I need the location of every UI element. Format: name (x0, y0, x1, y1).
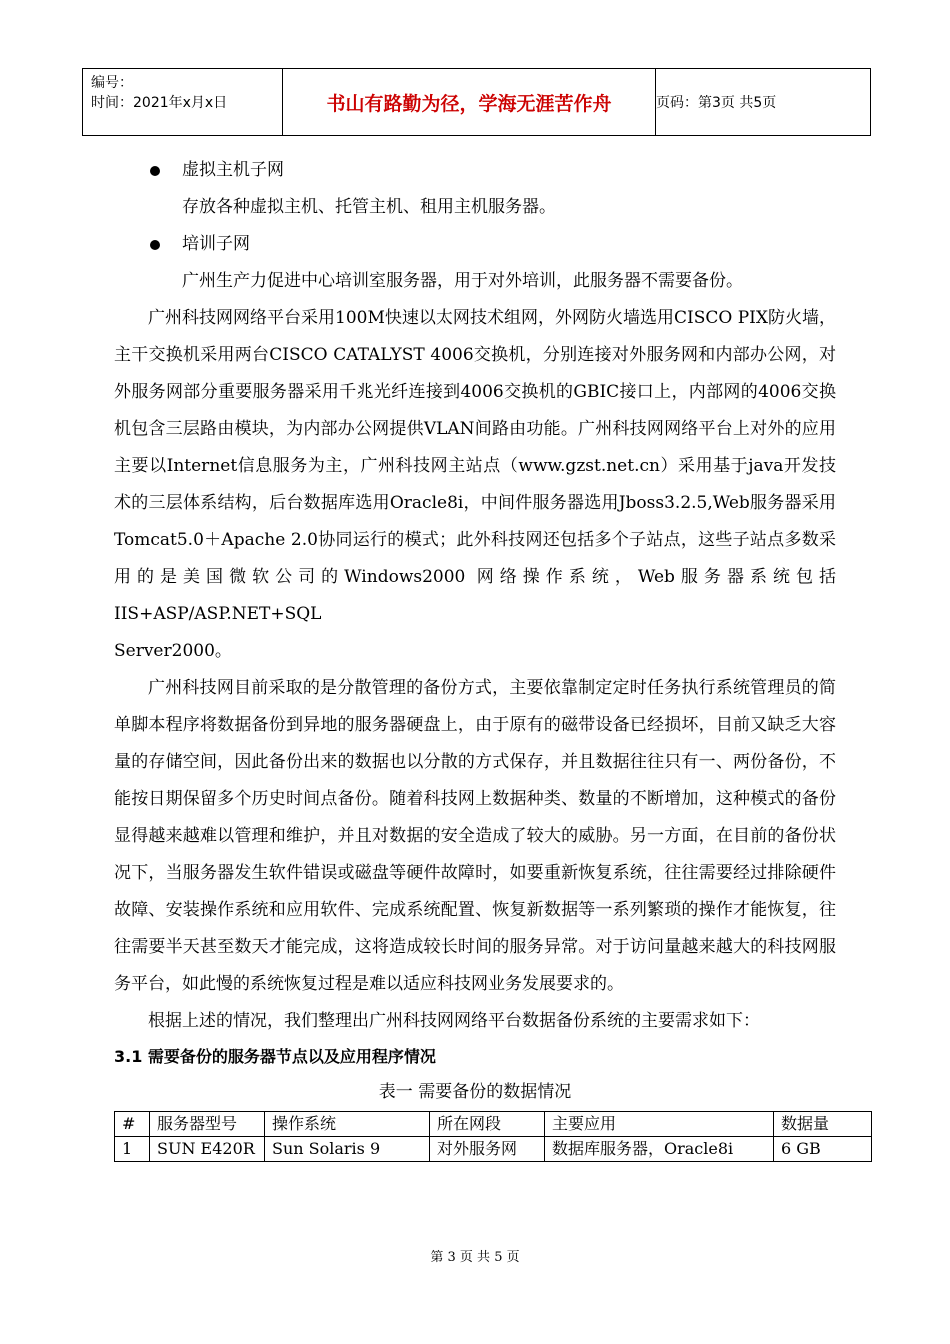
bullet-dot-icon (150, 240, 160, 250)
paragraph-network-platform-tail: Server2000。 (114, 641, 232, 661)
table-row (115, 1137, 872, 1162)
bullet-description: 存放各种虚拟主机、托管主机、租用主机服务器。 (182, 197, 556, 217)
bullet-title: 虚拟主机子网 (182, 160, 284, 180)
table-header-row (115, 1112, 872, 1137)
bullet-dot-icon (150, 166, 160, 176)
backup-data-table (114, 1111, 872, 1162)
table-caption: 表一 需要备份的数据情况 (378, 1082, 572, 1102)
table-cell: 对外服务网 (430, 1137, 545, 1162)
document-body (114, 152, 836, 1162)
table-header-cell: 服务器型号 (150, 1112, 265, 1137)
table-cell: 6 GB (774, 1137, 872, 1162)
table-header-cell: 所在网段 (430, 1112, 545, 1137)
page-footer: 第 3 页 共 5 页 (430, 1250, 520, 1265)
bullet-description: 广州生产力促进中心培训室服务器，用于对外培训，此服务器不需要备份。 (182, 271, 743, 291)
bullet-title: 培训子网 (182, 234, 250, 254)
header-motto: 书山有路勤为径，学海无涯苦作舟 (283, 69, 656, 136)
bullet-item (114, 226, 836, 263)
table-cell: SUN E420R (150, 1137, 265, 1162)
section-heading: 3.1 需要备份的服务器节点以及应用程序情况 (114, 1047, 436, 1066)
page-header (82, 68, 871, 136)
table-header-cell: 操作系统 (265, 1112, 430, 1137)
bullet-item (114, 152, 836, 189)
paragraph-requirements-intro: 根据上述的情况，我们整理出广州科技网网络平台数据备份系统的主要需求如下： (148, 1011, 760, 1031)
table-cell: Sun Solaris 9 (265, 1137, 430, 1162)
table-header-cell: # (115, 1112, 150, 1137)
table-header-cell: 数据量 (774, 1112, 872, 1137)
paragraph-network-platform: 广州科技网网络平台采用100M快速以太网技术组网，外网防火墙选用CISCO PIX防火墙，主干交换机采用两台CISCO CATALYST 4006交换机，分别连接对外服务网和内部办公网，对外服务网部分重要服务器采用千兆光纤连接到4006交换机的GBIC接口上，内部网的4006交换机包含三层路由模块，为内部办公网提供VLAN间路由功能。广州科技网网络平台上对外的应用主要以Internet信息服务为主，广州科技网主站点（www.gzst.net.cn）采用基于java开发技术的三层体系结构，后台数据库选用Oracle8i，中间件服务器选用Jboss3.2.5,Web服务器采用Tomcat5.0＋Apache 2.0协同运行的模式；此外科技网还包括多个子站点，这些子站点多数采用的是美国微软公司的Windows2000 网络操作系统，Web服务器系统包括IIS+ASP/ASP.NET+SQL (114, 308, 836, 624)
table-header-cell: 主要应用 (545, 1112, 774, 1137)
time-label: 时间：2021年x月x日 (91, 95, 228, 111)
paragraph-backup-status: 广州科技网目前采取的是分散管理的备份方式，主要依靠制定定时任务执行系统管理员的简单脚本程序将数据备份到异地的服务器硬盘上，由于原有的磁带设备已经损坏，目前又缺乏大容量的存储空间，因此备份出来的数据也以分散的方式保存，并且数据往往只有一、两份备份，不能按日期保留多个历史时间点备份。随着科技网上数据种类、数量的不断增加，这种模式的备份显得越来越难以管理和维护，并且对数据的安全造成了较大的威胁。另一方面，在目前的备份状况下，当服务器发生软件错误或磁盘等硬件故障时，如要重新恢复系统，往往需要经过排除硬件故障、安装操作系统和应用软件、完成系统配置、恢复新数据等一系列繁琐的操作才能恢复，往往需要半天甚至数天才能完成，这将造成较长时间的服务异常。对于访问量越来越大的科技网服务平台，如此慢的系统恢复过程是难以适应科技网业务发展要求的。 (114, 678, 836, 994)
number-label: 编号： (91, 75, 133, 91)
header-meta (83, 69, 283, 136)
header-page-label: 页码：第3页 共5页 (656, 69, 871, 136)
table-cell: 1 (115, 1137, 150, 1162)
table-cell: 数据库服务器，Oracle8i (545, 1137, 774, 1162)
